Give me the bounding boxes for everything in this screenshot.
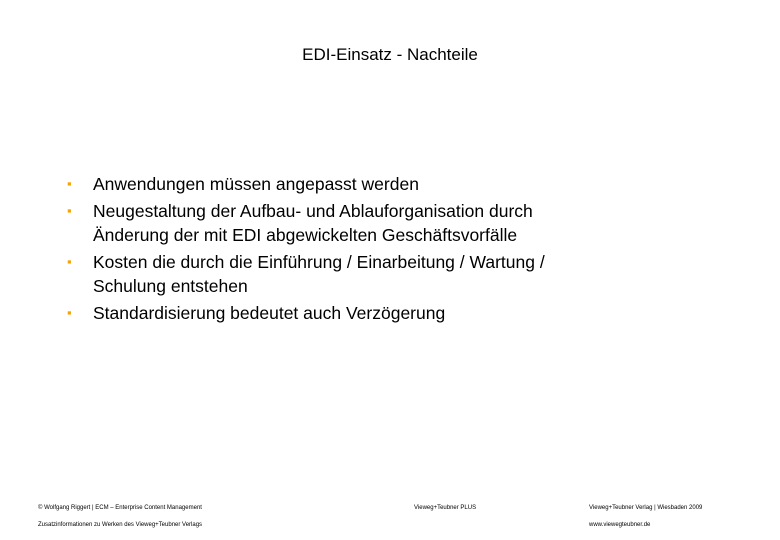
footer-publisher xyxy=(589,500,702,534)
bullet-text-line: Neugestaltung der Aufbau- und Ablauforganisation durch xyxy=(93,200,533,221)
bullet-item xyxy=(66,172,686,197)
bullet-item xyxy=(66,250,686,299)
bullet-text-line: Anwendungen müssen angepasst werden xyxy=(93,174,419,194)
footer-info-line: Zusatzinformationen zu Werken des Vieweg+Teubner Verlags xyxy=(38,522,203,528)
footer-plus-line: Vieweg+Teubner PLUS xyxy=(414,505,477,511)
footer-plus-label xyxy=(414,500,476,517)
footer-publisher-line: Vieweg+Teubner Verlag | Wiesbaden 2009 xyxy=(589,505,703,511)
footer-copyright xyxy=(38,500,202,534)
footer-copyright-line: © Wolfgang Riggert | ECM – Enterprise Content Management xyxy=(38,505,202,511)
bullet-item xyxy=(66,199,686,248)
bullet-square-icon: ▪ xyxy=(67,304,72,320)
bullet-text-line: Kosten die durch die Einführung / Einarbeitung / Wartung / xyxy=(93,251,545,272)
slide-title: EDI-Einsatz - Nachteile xyxy=(302,45,478,64)
bullet-list xyxy=(66,172,686,327)
bullet-square-icon: ▪ xyxy=(67,253,72,269)
bullet-square-icon: ▪ xyxy=(67,202,72,218)
bullet-text-line: Änderung der mit EDI abgewickelten Geschäftsvorfälle xyxy=(93,225,518,245)
footer-website-link[interactable]: www.viewegteubner.de xyxy=(589,522,651,528)
bullet-item xyxy=(66,301,686,326)
bullet-square-icon: ▪ xyxy=(67,176,72,191)
bullet-text-line: Schulung entstehen xyxy=(93,276,248,296)
bullet-text-line: Standardisierung bedeutet auch Verzögerung xyxy=(93,302,446,323)
